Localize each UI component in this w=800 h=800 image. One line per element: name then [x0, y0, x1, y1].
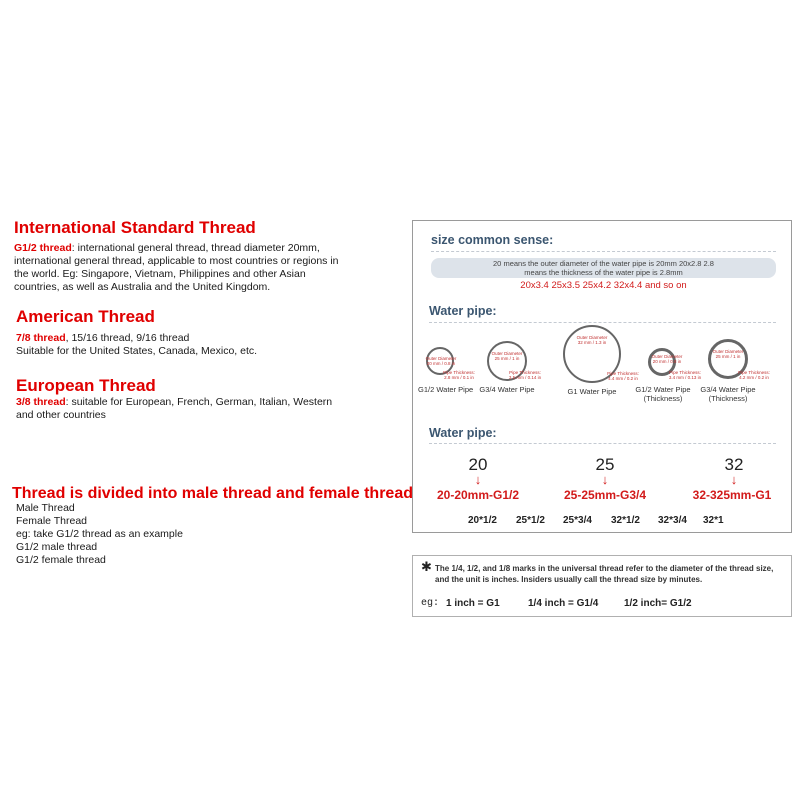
- european-line-1: : suitable for European, French, German, Italian, Western: [65, 396, 333, 408]
- list-item: G1/2 female thread: [16, 554, 106, 566]
- european-thread-description: [16, 396, 376, 422]
- international-line-3: the world. Eg: Singapore, Vietnam, Philippines and other Asian: [14, 268, 306, 280]
- pipe-thickness-label: Pipe Thickness: 3.5 mm / 0.14 in: [508, 370, 542, 380]
- pipe-size-panel: [412, 220, 792, 533]
- 38-thread-lead: 3/8 thread: [16, 396, 66, 408]
- pipe-thickness-label: Pipe Thickness: 3.4 mm / 0.13 in: [668, 370, 702, 380]
- pipe-caption: G1/2 Water Pipe (Thickness): [635, 385, 691, 403]
- male-female-thread-title: Thread is divided into male thread and female thread: [12, 485, 413, 502]
- water-pipe-title-2: Water pipe:: [429, 426, 497, 440]
- american-thread-title: American Thread: [16, 307, 155, 326]
- down-arrow-icon: ↓: [601, 472, 609, 487]
- list-item: eg: take G1/2 thread as an example: [16, 528, 183, 540]
- inch-note-box: [412, 555, 792, 617]
- 78-thread-lead: 7/8 thread: [16, 332, 66, 344]
- pipe-thickness-label: Pipe Thickness: 2.8 mm / 0.1 in: [443, 370, 475, 380]
- divider: [431, 251, 776, 252]
- pipe-caption: G1 Water Pipe: [567, 387, 617, 396]
- eg-quarter-inch: 1/4 inch = G1/4: [528, 598, 599, 609]
- international-thread-title: International Standard Thread: [14, 218, 256, 237]
- pipe-caption: G3/4 Water Pipe (Thickness): [700, 385, 756, 403]
- size-label-20: 20-20mm-G1/2: [436, 488, 520, 502]
- water-pipe-title-1: Water pipe:: [429, 304, 497, 318]
- size-label-32: 32-325mm-G1: [692, 488, 772, 502]
- size-common-sense-title: size common sense:: [431, 233, 554, 247]
- inch-note-text: [435, 563, 787, 585]
- pipe-diameter-label: Outer Diameter 25 mm / 1 in: [712, 349, 744, 359]
- eg-half-inch: 1/2 inch= G1/2: [624, 598, 692, 609]
- note-line-2: and the unit is inches. Insiders usually call the thread size by minutes.: [435, 575, 703, 584]
- international-line-2: international general thread, applicable to most countries or regions in: [14, 255, 339, 267]
- male-female-list: [16, 502, 376, 567]
- list-item: Female Thread: [16, 515, 88, 527]
- pipe-caption: G1/2 Water Pipe: [418, 385, 474, 394]
- list-item: G1/2 male thread: [16, 541, 98, 553]
- list-item: Male Thread: [16, 502, 75, 514]
- american-line-1: , 15/16 thread, 9/16 thread: [65, 332, 190, 344]
- european-thread-title: European Thread: [16, 376, 156, 395]
- combo-item: 20*1/2: [468, 515, 497, 526]
- note-line-1: The 1/4, 1/2, and 1/8 marks in the universal thread refer to the diameter of the thread size,: [435, 564, 774, 573]
- pipe-thickness-label: Pipe Thickness: 4.4 mm / 0.2 in: [607, 371, 639, 381]
- eg-1-inch: 1 inch = G1: [446, 598, 500, 609]
- pipe-caption: G3/4 Water Pipe: [479, 385, 535, 394]
- american-thread-description: [16, 332, 376, 358]
- combo-item: 25*3/4: [563, 515, 592, 526]
- combo-item: 32*1/2: [611, 515, 640, 526]
- down-arrow-icon: ↓: [474, 472, 482, 487]
- pipe-diameter-label: Outer Diameter 25 mm / 1 in: [491, 351, 523, 361]
- divider: [429, 322, 776, 323]
- g12-thread-lead: G1/2 thread: [14, 242, 72, 254]
- international-thread-description: [14, 242, 394, 294]
- pipe-diameter-label: Outer Diameter 32 mm / 1.3 in: [576, 335, 608, 345]
- size-label-25: 25-25mm-G3/4: [563, 488, 647, 502]
- international-line-1: : international general thread, thread diameter 20mm,: [71, 242, 320, 254]
- combo-item: 25*1/2: [516, 515, 545, 526]
- pill-line-2: means the thickness of the water pipe is 2.8mm: [524, 268, 683, 277]
- asterisk-icon: ✱: [421, 559, 432, 574]
- size-explanation-pill: [431, 258, 776, 278]
- combo-item: 32*3/4: [658, 515, 687, 526]
- pipe-diameter-label: Outer Diameter 20 mm / 0.8 in: [425, 356, 457, 366]
- divider: [429, 443, 776, 444]
- down-arrow-icon: ↓: [730, 472, 738, 487]
- eg-label: eg:: [421, 598, 440, 609]
- international-line-4: countries, as well as Australia and the United Kingdom.: [14, 281, 271, 293]
- pipe-diameter-label: Outer Diameter 20 mm / 0.8 in: [651, 354, 683, 364]
- size-number-25: 25: [595, 455, 615, 474]
- pipe-thickness-label: Pipe Thickness: 4.2 mm / 0.2 in: [738, 370, 770, 380]
- european-line-2: and other countries: [16, 409, 106, 421]
- size-number-32: 32: [724, 455, 744, 474]
- combo-item: 32*1: [703, 515, 724, 526]
- american-line-2: Suitable for the United States, Canada, Mexico, etc.: [16, 345, 258, 357]
- pill-line-1: 20 means the outer diameter of the water pipe is 20mm 20x2.8 2.8: [493, 259, 714, 268]
- size-number-20: 20: [468, 455, 488, 474]
- size-examples: 20x3.4 25x3.5 25x4.2 32x4.4 and so on: [520, 280, 687, 291]
